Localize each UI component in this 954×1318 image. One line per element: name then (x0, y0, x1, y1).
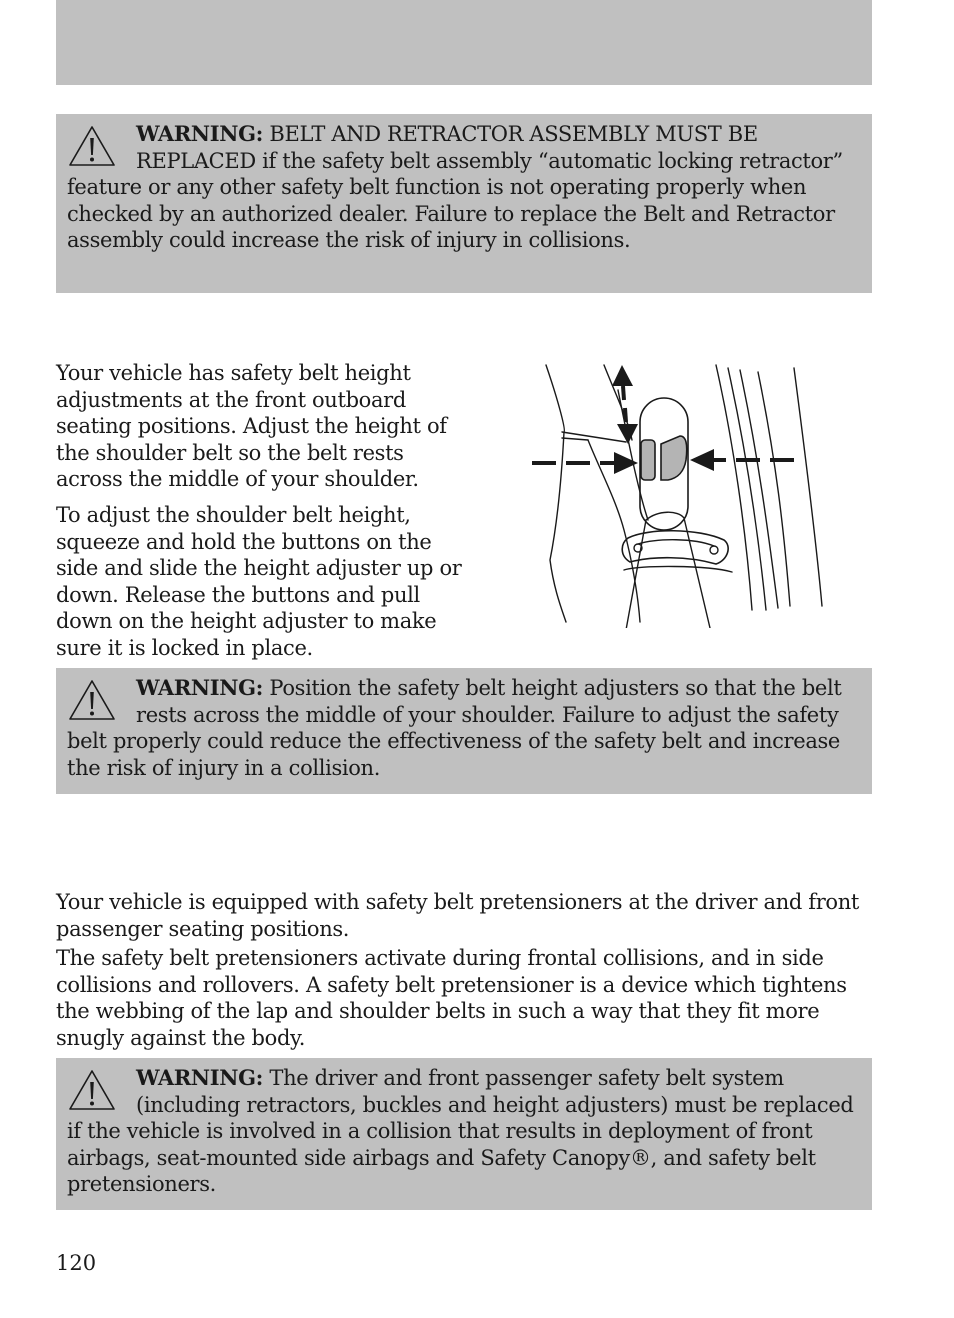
page-number: 120 (56, 1251, 97, 1275)
height-adjust-para-2: To adjust the shoulder belt height, squeeze and hold the buttons on the side and slide the height adjuster up or down. Release the buttons and pull down on the height adjuster to make sure it is locked in place. (56, 503, 462, 660)
belt-height-adjuster-illustration (528, 360, 828, 628)
height-adjust-para-1: Your vehicle has safety belt height adjustments at the front outboard seating positions. Adjust the height of the shoulder belt so the belt rests across the middle of your shoulder. (56, 361, 447, 491)
warning-body: BELT AND RETRACTOR ASSEMBLY MUST BE REPLACED if the safety belt assembly “automatic locking retractor” feature or any other safety belt function is not operating properly when checked by an authorized dealer. Failure to replace the Belt and Retractor assembly could increase the risk of injury in collisions. (67, 122, 843, 252)
header-bar (56, 0, 872, 85)
warning-label: WARNING: (136, 121, 264, 146)
warning-box-pretensioner (56, 1058, 872, 1210)
warning-body: Position the safety belt height adjusters so that the belt rests across the middle of your shoulder. Failure to adjust the safety belt properly could reduce the effectiveness of the safety belt and increase the risk of injury in a collision. (67, 676, 842, 780)
pretensioner-para-1: Your vehicle is equipped with safety belt pretensioners at the driver and front passenger seating positions. (56, 890, 859, 941)
warning-text (67, 121, 857, 254)
warning-box-retractor (56, 114, 872, 293)
warning-box-height-adjuster (56, 668, 872, 794)
pretensioner-para-2: The safety belt pretensioners activate during frontal collisions, and in side collisions and rollovers. A safety belt pretensioner is a device which tightens the webbing of the lap and shoulder belts in such a way that they fit more snugly against the body. (56, 946, 847, 1050)
warning-label: WARNING: (136, 1065, 264, 1090)
warning-text (67, 675, 857, 781)
warning-body: The driver and front passenger safety belt system (including retractors, buckles and height adjusters) must be replaced if the vehicle is involved in a collision that results in deployment of front airbags, seat-mounted side airbags and Safety Canopy®, and safety belt pretensioners. (67, 1066, 854, 1196)
warning-label: WARNING: (136, 675, 264, 700)
warning-text (67, 1065, 857, 1198)
